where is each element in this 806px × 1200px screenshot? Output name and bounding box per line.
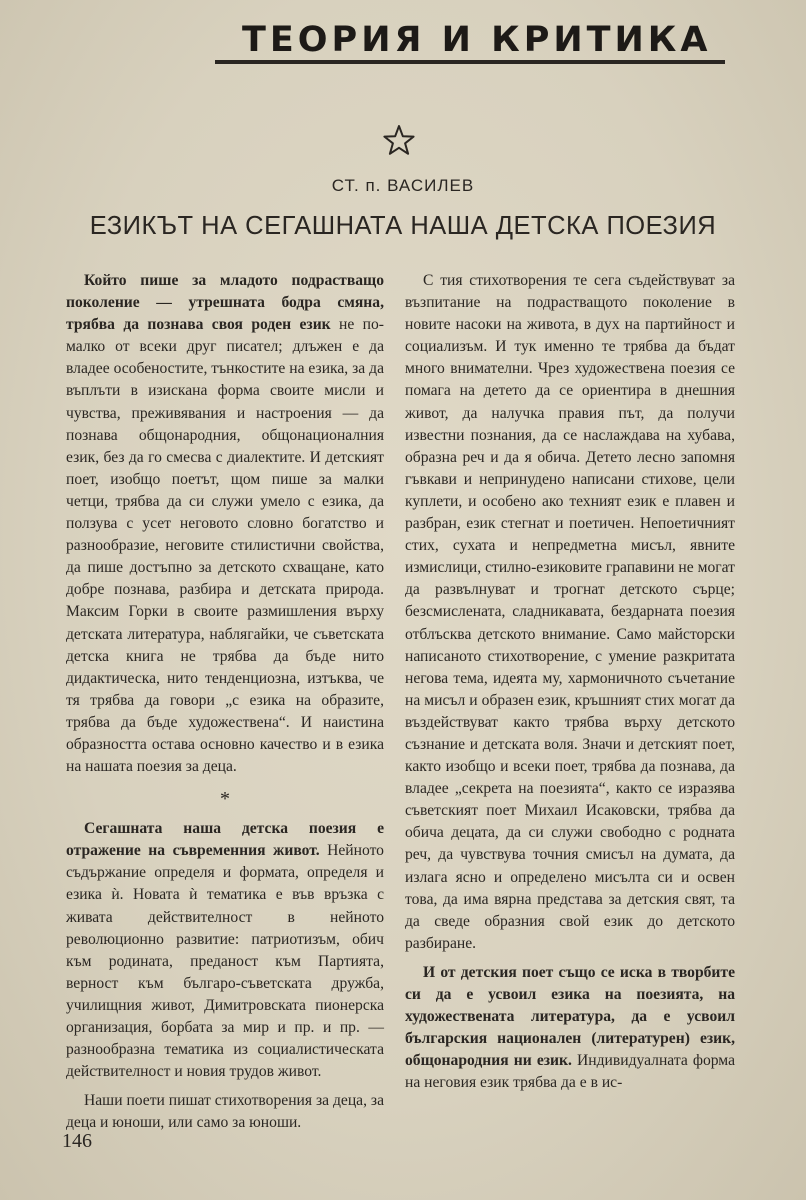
paragraph: Наши поети пишат стихотворения за деца, за деца и юноши, или само за юноши.: [66, 1092, 384, 1132]
paragraph: [405, 962, 735, 1095]
bold-lead: Сегашната наша детска поезия е отражение на съвременния живот.: [66, 820, 384, 860]
star-icon: [383, 124, 415, 156]
page-number: 146: [62, 1130, 92, 1152]
right-column: [405, 270, 735, 1094]
article-author: СТ. п. ВАСИЛЕВ: [331, 176, 475, 195]
paragraph: [66, 270, 384, 778]
header-rule: [215, 60, 725, 64]
article-title: ЕЗИКЪТ НА СЕГАШНАТА НАША ДЕТСКА ПОЕЗИЯ: [89, 212, 717, 240]
paragraph-text: Нейното съдържание определя и формата, определя и езика ѝ. Новата ѝ тематика е във връзка с живата действителност в нейното революционно развитие: патриотизъм, обич към родината, преданост към Партията, верност към българо-съветската дружба, училищния живот, Димитровската пионерска организация, борбата за мир и пр. и пр. — разнообразна тематика из социалистическата действителност и новия трудов живот.: [66, 842, 384, 1081]
paragraph-text: не по-малко от всеки друг писател; длъжен е да владее особеностите, тънкостите на езика, за да въплъти в изискана форма своите мисли и чувства, преживявания и настроения — да познава общонародния, общонационалния език, без да го смесва с диалектите. И детският поет, изобщо поетът, щом пише за малки четци, трябва да си служи умело с езика, да ползува с усет неговото словно богатство и разнообразие, неговите стилистични свойства, да пише достъпно за детското схващане, като добре познава, разбира и детската природа. Максим Горки в своите размишления върху детската литература, наблягайки, че съветската детска книга не трябва да бъде нито дидактическа, нито тенденциозна, изтъква, че тя трябва да говори „с езика на образите, трябва да бъде художествена“. И наистина образността остава основно качество и в езика на нашата поезия за деца.: [66, 316, 384, 776]
bold-lead: И от детския поет също се иска в творбите си да е усвоил езика на поезията, на художествената литература, да е усвоил българския национален (литературен) език, общонародния ни език.: [405, 963, 735, 1070]
paragraph-text: Индивидуалната форма на неговия език трябва да е в ис-: [405, 1052, 735, 1092]
section-title: ТЕОРИЯ И КРИТИКА: [242, 20, 712, 60]
paragraph: С тия стихотворения те сега съдействуват за възпитание на подрастващото поколение в новите насоки на живота, в дух на партийност и социализъм. И тук именно те трябва да бъдат много внимателни. Чрез художествена поезия се помага на детето да се ориентира в днешния живот, да налучка правия път, да получи известни познания, да се наслаждава на хубава, образна реч и да я обича. Детето лесно запомня гъвкави и непринудено написани стихове, цели куплети, и особено ако техният език е плавен и разбран, език стегнат и поетичен. Непоетичният стих, сухата и непредметна мисъл, явните измислици, стилно-езиковите грапавини не могат да развълнуват и трогнат детското сърце; безсмислената, сладникавата, бездарната поезия отблъсква детското внимание. Само майсторски написаното стихотворение, с умение разкритата негова тема, идеята му, хармоничното съчетание на мисъл и образен език, кръшният стих могат да въздействуват както трябва върху детското съзнание и детската воля. Значи и детският поет, както изобщо и всеки поет, трябва да познава, да владее „секрета на поезията“, както се изразява съветският поет Михаил Исаковски, трябва да обича децата, да си служи свободно с родната реч, да чувствува точния смисъл на думата, да излага ясно и определено мисълта си и освен това, да има вярна представа за детския свят, та да сведе образния свой език до детското разбиране.: [405, 272, 735, 952]
bold-lead: Който пише за младото подрастващо поколение — утрешната бодра смяна, трябва да познава своя роден език: [66, 272, 384, 334]
paragraph: [66, 818, 384, 1083]
left-column: [66, 270, 384, 1134]
section-divider: *: [220, 788, 230, 811]
